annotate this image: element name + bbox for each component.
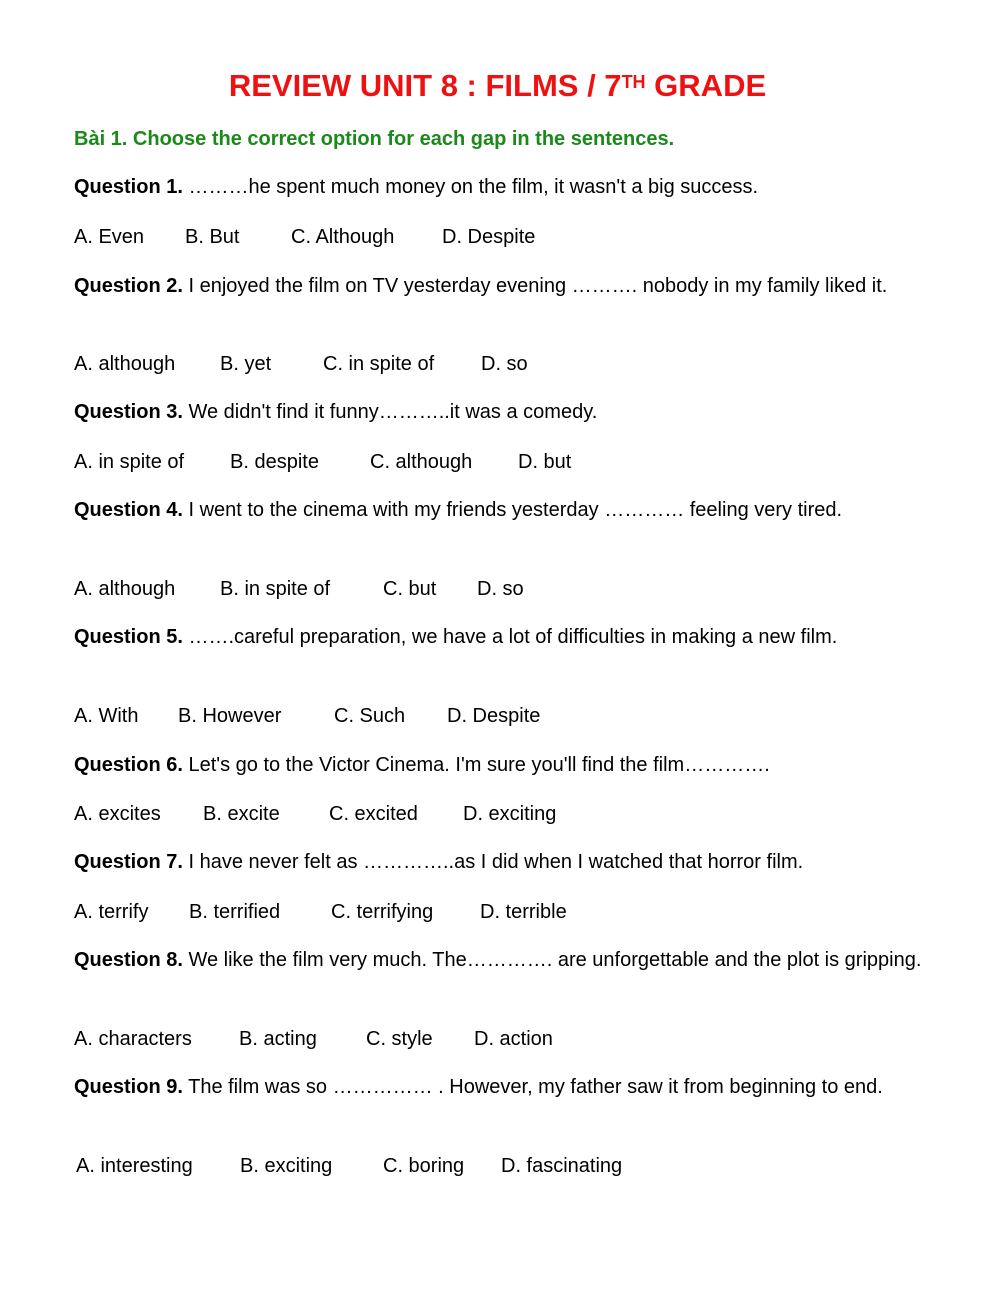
title-superscript: TH — [621, 72, 646, 92]
option-c[interactable]: C. although — [370, 451, 473, 473]
option-c[interactable]: C. excited — [329, 803, 418, 825]
option-b[interactable]: B. But — [185, 226, 240, 248]
option-d[interactable]: D. action — [474, 1028, 553, 1050]
question-label: Question 1. — [74, 176, 183, 198]
option-b[interactable]: B. exciting — [240, 1155, 333, 1177]
option-a[interactable]: A. although — [74, 353, 176, 375]
option-c[interactable]: C. but — [383, 578, 437, 600]
option-b[interactable]: B. acting — [239, 1028, 317, 1050]
question-label: Question 7. — [74, 851, 183, 873]
option-d[interactable]: D. so — [481, 353, 528, 375]
option-d[interactable]: D. terrible — [480, 901, 567, 923]
question-text: We like the film very much. The…………. are unforgettable and the plot is gripping. — [182, 949, 922, 971]
question-label: Question 3. — [74, 401, 183, 423]
option-c[interactable]: C. terrifying — [331, 901, 434, 923]
question-text: I have never felt as …………..as I did when I watched that horror film. — [182, 851, 804, 873]
option-d[interactable]: D. Despite — [447, 705, 541, 727]
question-text: …….careful preparation, we have a lot of difficulties in making a new film. — [182, 626, 838, 648]
question-3 — [74, 398, 923, 428]
page-title — [0, 66, 995, 106]
option-a[interactable]: A. With — [74, 705, 139, 727]
option-c[interactable]: C. Such — [334, 705, 406, 727]
option-a[interactable]: A. interesting — [76, 1155, 193, 1177]
question-label: Question 8. — [74, 949, 183, 971]
question-text: ………he spent much money on the film, it wasn't a big success. — [182, 176, 759, 198]
question-7 — [74, 848, 923, 878]
question-label: Question 6. — [74, 754, 183, 776]
option-a[interactable]: A. terrify — [74, 901, 149, 923]
question-1 — [74, 173, 923, 203]
question-text: Let's go to the Victor Cinema. I'm sure you'll find the film…………. — [182, 754, 770, 776]
option-a[interactable]: A. Even — [74, 226, 145, 248]
option-d[interactable]: D. Despite — [442, 226, 536, 248]
option-c[interactable]: C. Although — [291, 226, 395, 248]
question-4 — [74, 496, 923, 526]
option-c[interactable]: C. style — [366, 1028, 433, 1050]
question-2 — [74, 272, 923, 302]
option-b[interactable]: B. excite — [203, 803, 280, 825]
question-text: The film was so …………… . However, my father saw it from beginning to end. — [182, 1076, 883, 1098]
question-6 — [74, 751, 923, 781]
title-end: GRADE — [645, 68, 767, 103]
option-b[interactable]: B. terrified — [189, 901, 281, 923]
question-label: Question 5. — [74, 626, 183, 648]
question-8 — [74, 946, 923, 976]
option-a[interactable]: A. although — [74, 578, 176, 600]
question-label: Question 9. — [74, 1076, 183, 1098]
question-9 — [74, 1073, 923, 1103]
exercise-instruction: Bài 1. Choose the correct option for each gap in the sentences. — [74, 128, 675, 150]
question-text: I enjoyed the film on TV yesterday evening ………. nobody in my family liked it. — [182, 275, 888, 297]
option-a[interactable]: A. characters — [74, 1028, 192, 1050]
question-text: We didn't find it funny………..it was a comedy. — [182, 401, 598, 423]
title-main: REVIEW UNIT 8 : FILMS / 7 — [228, 68, 622, 103]
option-a[interactable]: A. excites — [74, 803, 161, 825]
option-b[interactable]: B. despite — [230, 451, 319, 473]
option-d[interactable]: D. so — [477, 578, 524, 600]
option-b[interactable]: B. yet — [220, 353, 272, 375]
option-d[interactable]: D. fascinating — [501, 1155, 623, 1177]
option-c[interactable]: C. boring — [383, 1155, 465, 1177]
question-text: I went to the cinema with my friends yesterday ………… feeling very tired. — [182, 499, 843, 521]
option-d[interactable]: D. exciting — [463, 803, 557, 825]
option-c[interactable]: C. in spite of — [323, 353, 435, 375]
question-5 — [74, 623, 923, 653]
question-label: Question 2. — [74, 275, 183, 297]
option-d[interactable]: D. but — [518, 451, 572, 473]
question-label: Question 4. — [74, 499, 183, 521]
option-b[interactable]: B. in spite of — [220, 578, 331, 600]
option-a[interactable]: A. in spite of — [74, 451, 185, 473]
option-b[interactable]: B. However — [178, 705, 282, 727]
